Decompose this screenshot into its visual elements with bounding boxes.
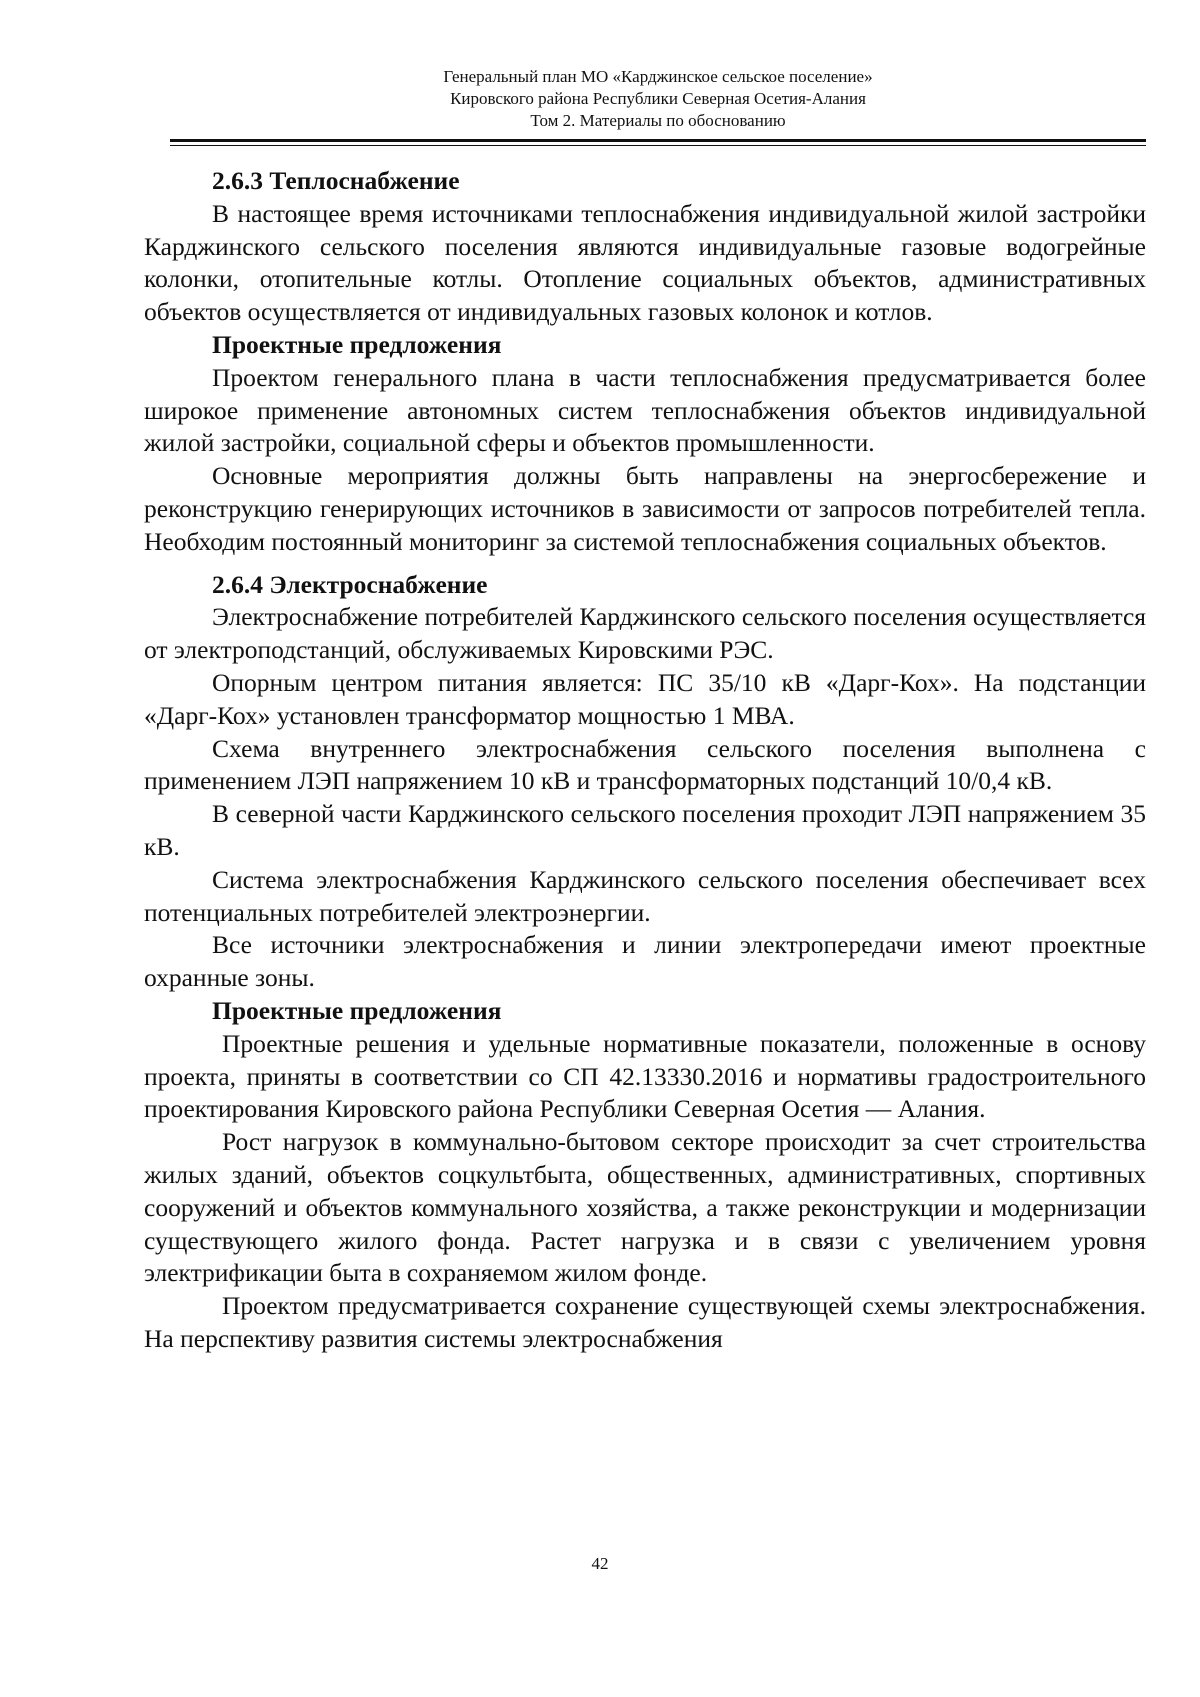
- document-body: [144, 165, 1146, 1356]
- header-line-2: Кировского района Республики Северная Осетия-Алания: [450, 89, 866, 108]
- document-header: [170, 66, 1146, 132]
- subheading-proposals: Проектные предложения: [212, 329, 502, 359]
- paragraph: Все источники электроснабжения и линии электропередачи имеют проектные охранные зоны.: [144, 930, 1146, 993]
- paragraph: Проектные решения и удельные нормативные показатели, положенные в основу проекта, приняты в соответствии со СП 42.13330.2016 и нормативы градостроительного проектирования Кировского района Республики Северная Осетия — Алания.: [144, 1028, 1146, 1124]
- header-line-1: Генеральный план МО «Карджинское сельское поселение»: [443, 67, 873, 86]
- paragraph: Опорным центром питания является: ПС 35/10 кВ «Дарг-Кох». На подстанции «Дарг-Кох» установлен трансформатор мощностью 1 МВА.: [144, 667, 1146, 730]
- paragraph: Рост нагрузок в коммунально-бытовом секторе происходит за счет строительства жилых зданий, объектов соцкультбыта, общественных, административных, спортивных сооружений и объектов коммунального хозяйства, а также реконструкции и модернизации существующего жилого фонда. Растет нагрузка и в связи с увеличением уровня электрификации быта в сохраняемом жилом фонде.: [144, 1127, 1146, 1288]
- subheading-proposals: Проектные предложения: [212, 995, 502, 1025]
- paragraph: В настоящее время источниками теплоснабжения индивидуальной жилой застройки Карджинского сельского поселения являются индивидуальные газовые водогрейные колонки, отопительные котлы. Отопление социальных объектов, административных объектов осуществляется от индивидуальных газовых колонок и котлов.: [144, 198, 1146, 327]
- header-line-3: Том 2. Материалы по обоснованию: [530, 111, 786, 130]
- paragraph: Проектом предусматривается сохранение существующей схемы электроснабжения. На перспективу развития системы электроснабжения: [144, 1291, 1146, 1353]
- paragraph: Схема внутреннего электроснабжения сельского поселения выполнена с применением ЛЭП напряжением 10 кВ и трансформаторных подстанций 10/0,4 кВ.: [144, 733, 1146, 796]
- section-heading-2-6-3: 2.6.3 Теплоснабжение: [212, 166, 460, 195]
- page-number: 42: [591, 1554, 609, 1573]
- paragraph: Система электроснабжения Карджинского сельского поселения обеспечивает всех потенциальных потребителей электроэнергии.: [144, 864, 1146, 927]
- paragraph: Проектом генерального плана в части теплоснабжения предусматривается более широкое применение автономных систем теплоснабжения объектов индивидуальной жилой застройки, социальной сферы и объектов промышленности.: [144, 362, 1146, 458]
- section-heading-2-6-4: 2.6.4 Электроснабжение: [212, 569, 488, 599]
- paragraph: Электроснабжение потребителей Карджинского сельского поселения осуществляется от электроподстанций, обслуживаемых Кировскими РЭС.: [144, 602, 1146, 665]
- paragraph: Основные мероприятия должны быть направлены на энергосбережение и реконструкцию генерирующих источников в зависимости от запросов потребителей тепла. Необходим постоянный мониторинг за системой теплоснабжения социальных объектов.: [144, 461, 1146, 556]
- header-rule-thin: [170, 145, 1146, 146]
- paragraph: В северной части Карджинского сельского поселения проходит ЛЭП напряжением 35 кВ.: [144, 799, 1146, 861]
- header-rule-thick: [170, 139, 1146, 142]
